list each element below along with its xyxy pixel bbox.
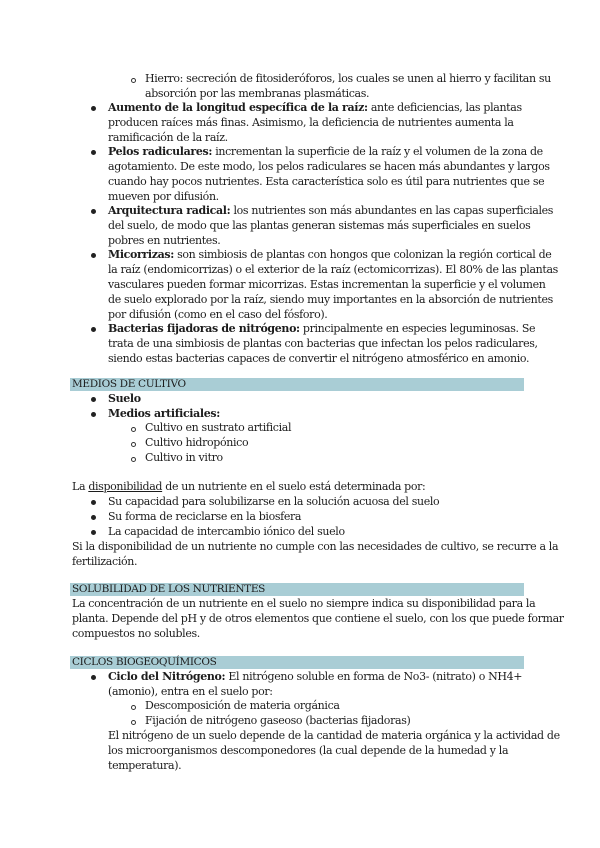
solubilidad-line-3: compuestos no solubles. (72, 627, 200, 640)
pelos-rest: incrementan la superficie de la raíz y el volumen de la zona de (212, 145, 543, 158)
sub-bullet-icon (131, 720, 136, 725)
ciclos-para-3: temperatura). (108, 759, 182, 772)
solubilidad-line-2: planta. Depende del pH y de otros elementos que contiene el suelo, con los que puede formar (72, 612, 564, 625)
raiz-line-1 (108, 100, 522, 115)
micorrizas-term: Micorrizas: (108, 248, 174, 261)
micorrizas-line-1 (108, 247, 551, 262)
sub-bullet-icon (131, 457, 136, 462)
micorrizas-rest: son simbiosis de plantas con hongos que colonizan la región cortical de (173, 248, 552, 261)
bacterias-line-2: trata de una simbiosis de plantas con bacterias que infectan los pelos radiculares, (108, 337, 538, 350)
disponibilidad-closing-1: Si la disponibilidad de un nutriente no cumple con las necesidades de cultivo, se recurre a la (72, 540, 559, 553)
bacterias-rest: principalmente en especies leguminosas. Se (299, 322, 536, 335)
ciclos-sub-2: Fijación de nitrógeno gaseoso (bacterias fijadoras) (145, 714, 411, 727)
lead-post: de un nutriente en el suelo está determinada por: (162, 480, 426, 493)
micorrizas-line-2: la raíz (endomicorrizas) o el exterior de la raíz (ectomicorrizas). El 80% de las plantas (108, 263, 558, 276)
sub-bullet-icon (131, 705, 136, 710)
medios-suelo: Suelo (108, 392, 141, 405)
section-heading-medios (70, 378, 524, 391)
section-heading-ciclos (70, 656, 524, 669)
bullet-icon (91, 106, 96, 111)
disponibilidad-lead (72, 479, 425, 494)
disponibilidad-closing-2: fertilización. (72, 555, 138, 568)
bullet-icon (91, 515, 96, 520)
hierro-line-1: Hierro: secreción de fitosideróforos, los cuales se unen al hierro y facilitan su (145, 72, 551, 85)
section-heading-text: MEDIOS DE CULTIVO (72, 378, 186, 390)
ciclos-para-2: los microorganismos descomponedores (la cual depende de la humedad y la (108, 744, 509, 757)
pelos-line-2: agotamiento. De este modo, los pelos radiculares se hacen más abundantes y largos (108, 160, 550, 173)
bullet-icon (91, 530, 96, 535)
disponibilidad-item-3: La capacidad de intercambio iónico del suelo (108, 525, 345, 538)
section-heading-text: CICLOS BIOGEOQUÍMICOS (72, 656, 217, 668)
arquitectura-line-2: del suelo, de modo que las plantas generan sistemas más superficiales en suelos (108, 219, 531, 232)
ciclos-line-1 (108, 669, 522, 684)
pelos-term: Pelos radiculares: (108, 145, 213, 158)
section-heading-solubilidad (70, 583, 524, 596)
sub-bullet-icon (131, 427, 136, 432)
micorrizas-line-4: de suelo explorado por la raíz, siendo muy importantes en la absorción de nutrientes (108, 293, 553, 306)
lead-underlined: disponibilidad (88, 480, 163, 493)
lead-pre: La (72, 480, 89, 493)
micorrizas-line-5: por difusión (como en el caso del fósforo). (108, 308, 328, 321)
medios-sub-2: Cultivo hidropónico (145, 436, 249, 449)
bullet-icon (91, 500, 96, 505)
disponibilidad-item-1: Su capacidad para solubilizarse en la solución acuosa del suelo (108, 495, 440, 508)
bacterias-line-1 (108, 321, 535, 336)
bacterias-line-3: siendo estas bacterias capaces de convertir el nitrógeno atmosférico en amonio. (108, 352, 530, 365)
bullet-icon (91, 209, 96, 214)
bullet-icon (91, 675, 96, 680)
bullet-icon (91, 412, 96, 417)
bullet-icon (91, 327, 96, 332)
arquitectura-rest: los nutrientes son más abundantes en las capas superficiales (230, 204, 554, 217)
bullet-icon (91, 397, 96, 402)
pelos-line-3: cuando hay pocos nutrientes. Esta característica solo es útil para nutrientes que se (108, 175, 545, 188)
sub-bullet-icon (131, 442, 136, 447)
disponibilidad-item-2: Su forma de reciclarse en la biosfera (108, 510, 302, 523)
ciclos-para-1: El nitrógeno de un suelo depende de la cantidad de materia orgánica y la actividad de (108, 729, 560, 742)
bullet-icon (91, 150, 96, 155)
section-heading-text: SOLUBILIDAD DE LOS NUTRIENTES (72, 583, 265, 595)
bullet-icon (91, 253, 96, 258)
sub-bullet-icon (131, 78, 136, 83)
arquitectura-line-3: pobres en nutrientes. (108, 234, 221, 247)
ciclos-term: Ciclo del Nitrógeno: (108, 670, 226, 683)
raiz-term: Aumento de la longitud específica de la raíz: (108, 101, 368, 114)
pelos-line-1 (108, 144, 543, 159)
medios-sub-1: Cultivo en sustrato artificial (145, 421, 292, 434)
raiz-line-3: ramificación de la raíz. (108, 131, 228, 144)
bacterias-term: Bacterias fijadoras de nitrógeno: (108, 322, 300, 335)
hierro-line-2: absorción por las membranas plasmáticas. (145, 87, 370, 100)
arquitectura-line-1 (108, 203, 553, 218)
ciclos-rest: El nitrógeno soluble en forma de No3- (nitrato) o NH4+ (225, 670, 523, 683)
medios-sub-3: Cultivo in vitro (145, 451, 223, 464)
micorrizas-line-3: vasculares pueden formar micorrizas. Estas incrementan la superficie y el volumen (108, 278, 546, 291)
solubilidad-line-1: La concentración de un nutriente en el suelo no siempre indica su disponibilidad para la (72, 597, 536, 610)
medios-artificiales: Medios artificiales: (108, 407, 220, 420)
ciclos-sub-1: Descomposición de materia orgánica (145, 699, 340, 712)
arquitectura-term: Arquitectura radical: (108, 204, 231, 217)
raiz-rest: ante deficiencias, las plantas (367, 101, 522, 114)
raiz-line-2: producen raíces más finas. Asimismo, la deficiencia de nutrientes aumenta la (108, 116, 514, 129)
ciclos-line-2: (amonio), entra en el suelo por: (108, 685, 273, 698)
pelos-line-4: mueven por difusión. (108, 190, 219, 203)
